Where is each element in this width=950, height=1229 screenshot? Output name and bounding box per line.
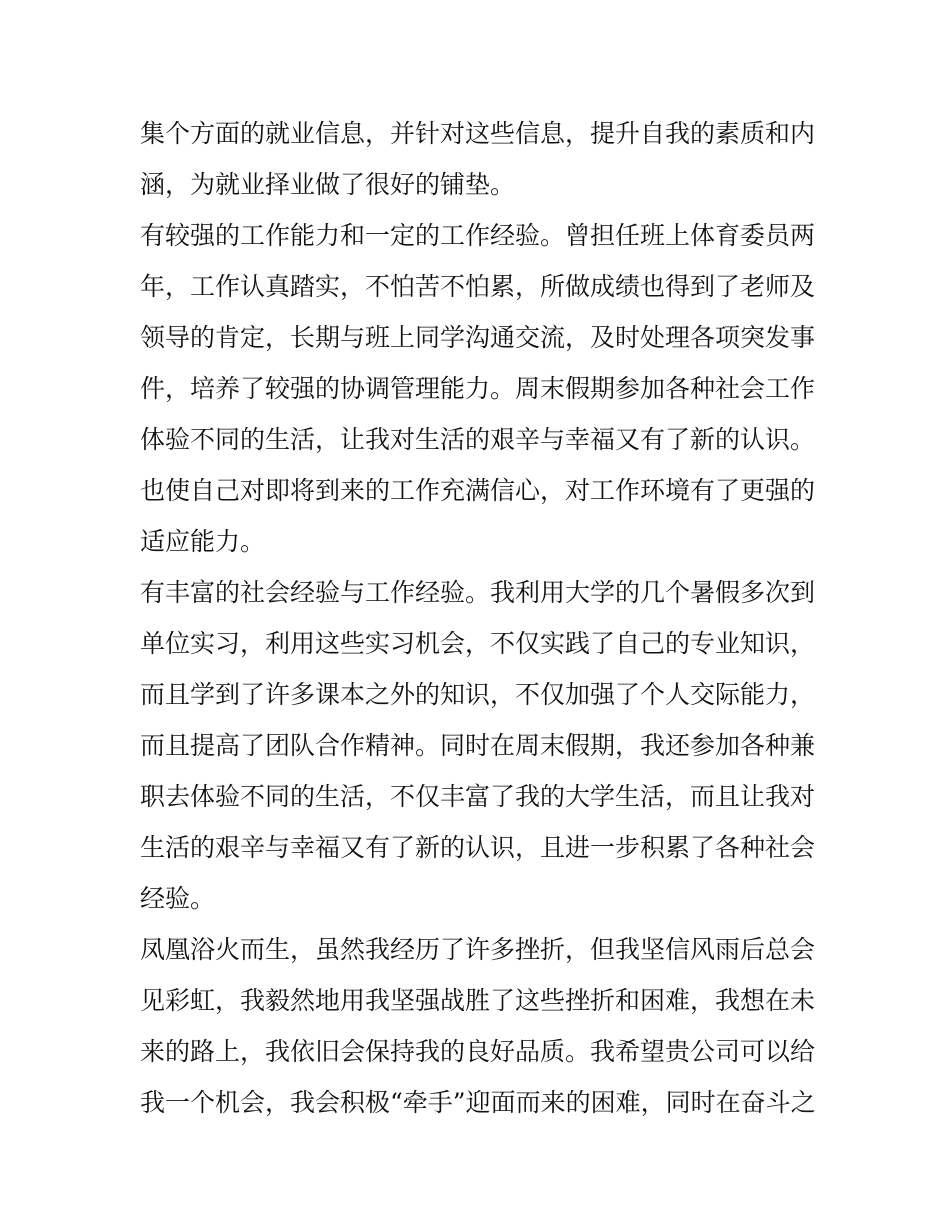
text-line: 有较强的工作能力和一定的工作经验。曾担任班上体育委员两: [140, 221, 816, 250]
text-line: 凤凰浴火而生，虽然我经历了许多挫折，但我坚信风雨后总会: [140, 935, 816, 964]
text-line: 也使自己对即将到来的工作充满信心，对工作环境有了更强的: [140, 476, 816, 505]
text-line: 而且提高了团队合作精神。同时在周末假期，我还参加各种兼: [140, 731, 816, 760]
text-line: 来的路上，我依旧会保持我的良好品质。我希望贵公司可以给: [140, 1037, 816, 1066]
text-line: 生活的艰辛与幸福又有了新的认识，且进一步积累了各种社会: [140, 833, 816, 862]
text-line: 体验不同的生活，让我对生活的艰辛与幸福又有了新的认识。: [140, 425, 816, 454]
text-line: 涵，为就业择业做了很好的铺垫。: [140, 170, 516, 199]
text-line: 适应能力。: [140, 527, 266, 556]
text-line: 职去体验不同的生活，不仅丰富了我的大学生活，而且让我对: [140, 782, 816, 811]
text-line: 单位实习，利用这些实习机会，不仅实践了自己的专业知识，: [140, 629, 816, 658]
text-line: 我一个机会，我会积极“牵手”迎面而来的困难，同时在奋斗之: [140, 1088, 816, 1117]
text-line: 经验。: [140, 884, 216, 913]
text-line: 件，培养了较强的协调管理能力。周末假期参加各种社会工作: [140, 374, 816, 403]
text-line: 领导的肯定，长期与班上同学沟通交流，及时处理各项突发事: [140, 323, 816, 352]
text-line: 年，工作认真踏实，不怕苦不怕累，所做成绩也得到了老师及: [140, 272, 816, 301]
document-body: [140, 108, 820, 1128]
text-line: 见彩虹，我毅然地用我坚强战胜了这些挫折和困难，我想在未: [140, 986, 816, 1015]
text-line: 而且学到了许多课本之外的知识，不仅加强了个人交际能力，: [140, 680, 816, 709]
text-line: 有丰富的社会经验与工作经验。我利用大学的几个暑假多次到: [140, 578, 816, 607]
text-line: 集个方面的就业信息，并针对这些信息，提升自我的素质和内: [140, 119, 816, 148]
